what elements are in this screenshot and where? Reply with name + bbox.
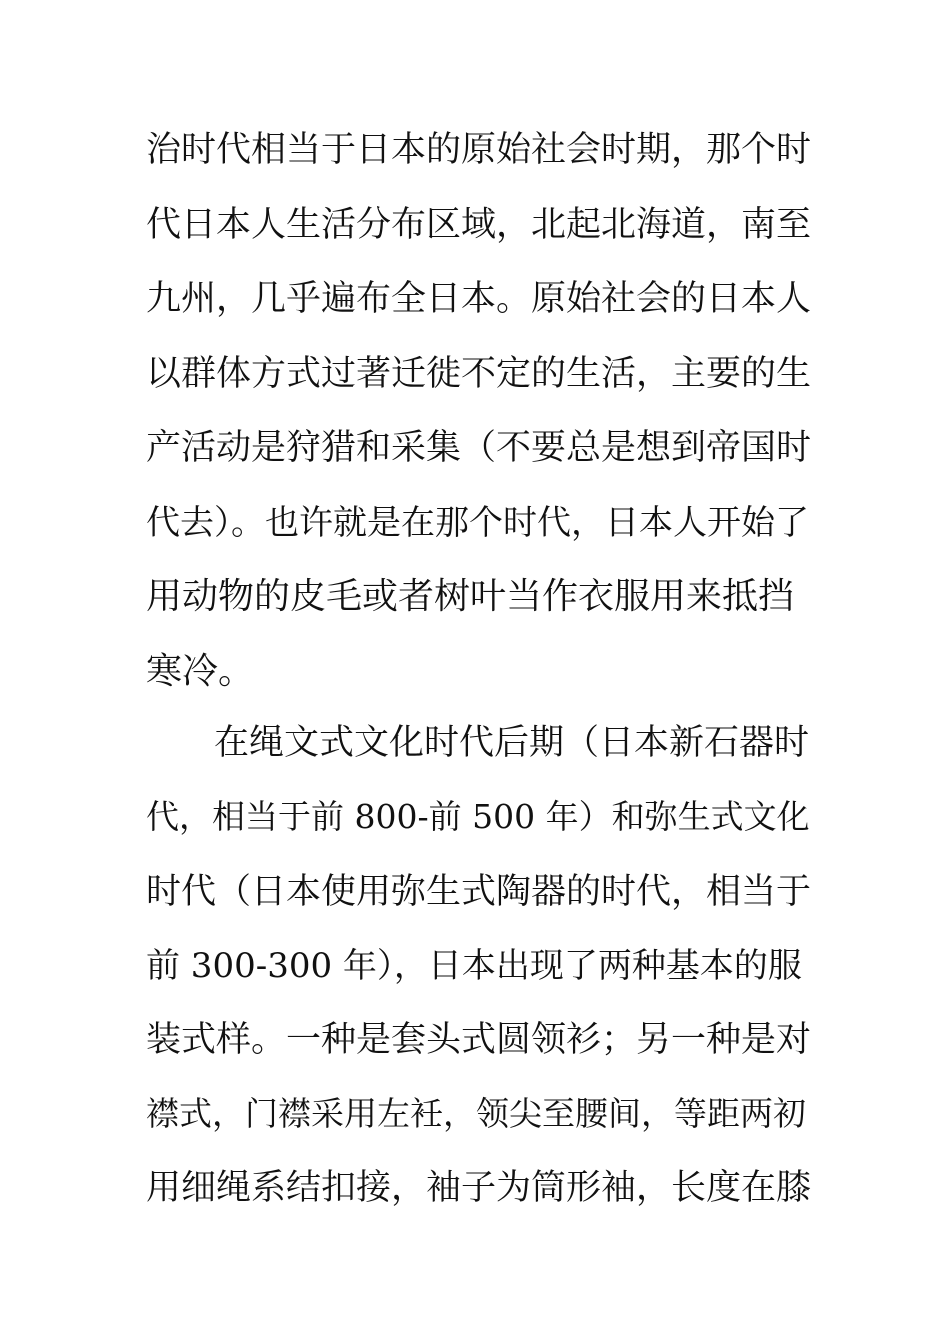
text-line: 襟式，门襟采用左衽，领尖至腰间，等距两初 bbox=[146, 1094, 806, 1133]
text-line: 前 300-300 年），日本出现了两种基本的服 bbox=[146, 946, 802, 986]
text-line: 装式样。一种是套头式圆领衫；另一种是对 bbox=[146, 1020, 812, 1060]
text-line: 寒冷。 bbox=[146, 651, 255, 692]
text-line: 代去）。也许就是在那个时代，日本人开始了 bbox=[146, 503, 809, 543]
text-line: 时代（日本使用弥生式陶器的时代，相当于 bbox=[146, 872, 812, 912]
text-line: 用动物的皮毛或者树叶当作衣服用来抵挡 bbox=[146, 576, 795, 617]
text-line: 代，相当于前 800-前 500 年）和弥生式文化 bbox=[146, 797, 810, 836]
text-line: 以群体方式过著迁徙不定的生活，主要的生 bbox=[146, 354, 812, 394]
text-line: 代日本人生活分布区域，北起北海道，南至 bbox=[146, 205, 812, 245]
text-line: 产活动是狩猎和采集（不要总是想到帝国时 bbox=[146, 428, 812, 468]
paragraph-first-line: 在绳文式文化时代后期（日本新石器时 bbox=[214, 723, 810, 763]
text-line: 用细绳系结扣接，袖子为筒形袖，长度在膝 bbox=[146, 1168, 812, 1208]
text-line: 治时代相当于日本的原始社会时期，那个时 bbox=[146, 130, 812, 170]
text-line: 九州，几乎遍布全日本。原始社会的日本人 bbox=[146, 279, 812, 319]
